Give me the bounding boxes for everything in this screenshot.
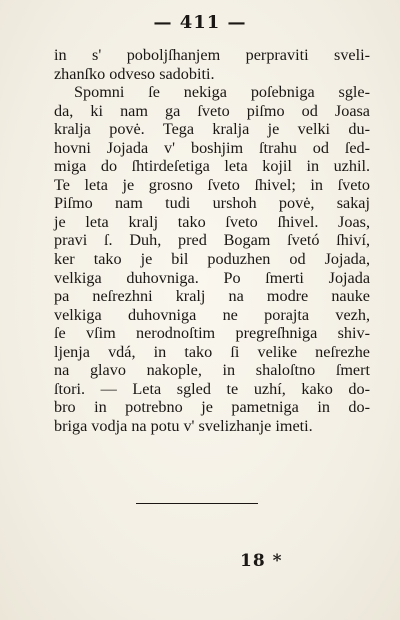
text-line: ſtori. — Leta sgled te uzhí, kako do- [54,379,370,398]
text-line: velkiga duhovniga. Po ſmerti Jojada [54,268,370,287]
text-line: je leta kralj tako ſveto ſhivel. Joas, [54,212,370,231]
text-line: briga vodja na potu v' svelizhanje imeti. [54,416,313,435]
text-line: bro in potrebno je pametniga in do- [54,398,370,417]
text-line: zhanſko odveso sadobiti. [54,64,215,83]
text-line: in s' poboljſhanjem perpraviti sveli- [54,46,370,64]
text-line: hovni Jojada v' boshjim ſtrahu od ſed- [54,138,370,157]
body-text [54,46,370,435]
text-line: miga do ſhtirdeſetiga leta kojil in uzhil. [54,157,370,176]
text-line: kralja povė. Tega kralja je velki du- [54,120,370,139]
page-number-header: — 411 — [153,12,247,33]
text-line: Te leta je grosno ſveto ſhivel; in ſveto [54,175,370,194]
text-line: ljenja vdá, in tako ſi velike neſrezhe [54,342,370,361]
divider-rule [136,503,258,504]
text-line: velkiga duhovniga ne porajta vezh, [54,305,370,324]
text-line: Spomni ſe nekiga poſebniga sgle- [74,83,370,102]
text-line: Piſmo nam tudi urshoh povė, sakaj [54,194,370,213]
text-line: ſe vſim nerodnoſtim pregreſhniga shiv- [54,324,370,343]
signature-mark: 18 * [240,551,283,571]
text-line: na glavo nakople, in shaloſtno ſmert [54,361,370,380]
text-line: pravi ſ. Duh, pred Bogam ſvetó ſhiví, [54,231,370,250]
text-line: ker tako je bil poduzhen od Jojada, [54,250,370,269]
text-line: pa neſrezhni kralj na modre nauke [54,287,370,306]
text-line: da, ki nam ga ſveto piſmo od Joasa [54,101,370,120]
